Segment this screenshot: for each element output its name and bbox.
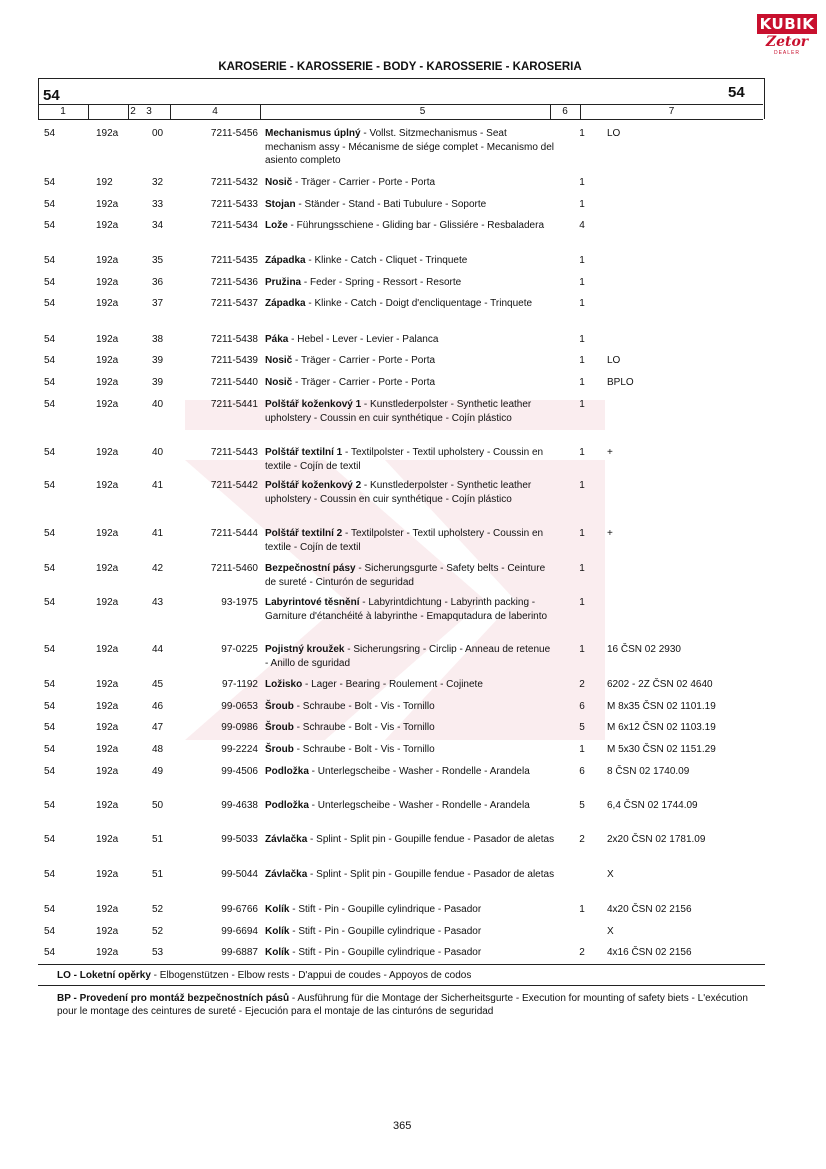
cell-description (265, 479, 555, 506)
cell-position: 51 (152, 869, 164, 880)
cell-position: 45 (152, 679, 164, 690)
part-name-translations: - Träger - Carrier - Porte - Porta (292, 355, 436, 366)
cell-quantity: 1 (579, 399, 585, 410)
cell-position: 39 (152, 377, 164, 388)
cell-note: LO (607, 355, 621, 366)
cell-note: 4x20 ČSN 02 2156 (607, 904, 692, 915)
cell-description (265, 903, 555, 917)
cell-part-number: 99-6887 (221, 947, 258, 958)
cell-description (265, 297, 555, 311)
part-name-cz: Nosič (265, 177, 293, 188)
cell-part-number: 99-4506 (221, 766, 258, 777)
part-name-translations: - Träger - Carrier - Porte - Porta (292, 377, 436, 388)
cell-section: 54 (44, 220, 56, 231)
col-head-2: 2 (130, 106, 136, 117)
cell-description (265, 354, 555, 368)
part-name-translations: - Schraube - Bolt - Vis - Tornillo (293, 722, 435, 733)
cell-part-number: 7211-5434 (210, 220, 258, 231)
cell-position: 37 (152, 298, 164, 309)
part-name-cz: Kolík (265, 926, 290, 937)
cell-quantity: 1 (579, 644, 585, 655)
cell-note: + (607, 528, 613, 539)
cell-position: 51 (152, 834, 164, 845)
cell-quantity: 2 (579, 834, 585, 845)
cell-description (265, 562, 555, 589)
cell-description (265, 833, 555, 847)
part-name-translations: - Sicherungsring - Circlip - Anneau de retenue - Anillo de sguridad (265, 644, 551, 669)
part-name-cz: Stojan (265, 199, 296, 210)
cell-figure: 192a (96, 480, 119, 491)
part-name-translations: - Sicherungsgurte - Safety belts - Ceinture de sureté - Cinturón de seguridad (265, 563, 546, 588)
cell-quantity: 1 (579, 355, 585, 366)
cell-section: 54 (44, 377, 56, 388)
cell-quantity: 1 (579, 744, 585, 755)
cell-position: 33 (152, 199, 164, 210)
cell-note: 2x20 ČSN 02 1781.09 (607, 834, 706, 845)
cell-figure: 192a (96, 255, 119, 266)
cell-section: 54 (44, 722, 56, 733)
cell-section: 54 (44, 597, 56, 608)
part-name-cz: Závlačka (265, 834, 308, 845)
cell-figure: 192a (96, 355, 119, 366)
cell-part-number: 7211-5456 (210, 128, 258, 139)
cell-figure: 192a (96, 298, 119, 309)
cell-note: BPLO (607, 377, 634, 388)
cell-note: M 5x30 ČSN 02 1151.29 (607, 744, 716, 755)
cell-section: 54 (44, 701, 56, 712)
cell-position: 46 (152, 701, 164, 712)
cell-position: 39 (152, 355, 164, 366)
cell-quantity: 1 (579, 480, 585, 491)
cell-note: + (607, 447, 613, 458)
part-name-cz: Šroub (265, 701, 294, 712)
cell-position: 52 (152, 904, 164, 915)
cell-part-number: 7211-5460 (210, 563, 258, 574)
cell-position: 43 (152, 597, 164, 608)
cell-position: 35 (152, 255, 164, 266)
cell-part-number: 7211-5442 (210, 480, 258, 491)
part-name-translations: - Unterlegscheibe - Washer - Rondelle - Arandela (308, 800, 530, 811)
cell-description (265, 276, 555, 290)
table-bottom-rule (38, 964, 765, 965)
legend-lo-label: LO - Loketní opěrky (57, 970, 151, 981)
cell-figure: 192a (96, 644, 119, 655)
cell-figure: 192a (96, 947, 119, 958)
cell-note: M 8x35 ČSN 02 1101.19 (607, 701, 716, 712)
part-name-cz: Západka (265, 298, 306, 309)
cell-quantity: 5 (579, 800, 585, 811)
part-name-translations: - Feder - Spring - Ressort - Resorte (301, 277, 462, 288)
cell-quantity: 6 (579, 766, 585, 777)
cell-figure: 192a (96, 399, 119, 410)
cell-note: 8 ČSN 02 1740.09 (607, 766, 690, 777)
logo-tag: DEALER (773, 50, 800, 56)
part-name-cz: Podložka (265, 800, 309, 811)
cell-note: 16 ČSN 02 2930 (607, 644, 681, 655)
part-name-cz: Kolík (265, 904, 290, 915)
cell-position: 47 (152, 722, 164, 733)
part-name-cz: Závlačka (265, 869, 308, 880)
cell-section: 54 (44, 447, 56, 458)
cell-quantity: 1 (579, 277, 585, 288)
part-name-cz: Podložka (265, 766, 309, 777)
part-name-translations: - Stift - Pin - Goupille cylindrique - Pasador (289, 926, 482, 937)
cell-part-number: 7211-5441 (210, 399, 258, 410)
cell-figure: 192a (96, 220, 119, 231)
cell-section: 54 (44, 926, 56, 937)
cell-section: 54 (44, 800, 56, 811)
part-name-translations: - Stift - Pin - Goupille cylindrique - Pasador (289, 904, 482, 915)
part-name-translations: - Kunstlederpolster - Synthetic leather upholstery - Coussin en cuir synthétique - Cojín plástico (265, 480, 532, 505)
cell-figure: 192a (96, 128, 119, 139)
cell-quantity: 1 (579, 177, 585, 188)
part-name-translations: - Ständer - Stand - Bati Tubulure - Soporte (295, 199, 487, 210)
part-name-cz: Šroub (265, 722, 294, 733)
cell-figure: 192a (96, 334, 119, 345)
cell-section: 54 (44, 947, 56, 958)
cell-section: 54 (44, 277, 56, 288)
part-name-cz: Pružina (265, 277, 302, 288)
cell-section: 54 (44, 744, 56, 755)
cell-quantity: 1 (579, 447, 585, 458)
section-number-left: 54 (43, 87, 60, 104)
cell-part-number: 7211-5439 (210, 355, 258, 366)
cell-description (265, 376, 555, 390)
part-name-translations: - Splint - Split pin - Goupille fendue - Pasador de aletas (307, 834, 555, 845)
cell-section: 54 (44, 528, 56, 539)
part-name-translations: - Kunstlederpolster - Synthetic leather upholstery - Coussin en cuir synthétique - Cojín plástico (265, 399, 532, 424)
part-name-translations: - Klinke - Catch - Cliquet - Trinquete (305, 255, 468, 266)
cell-figure: 192a (96, 199, 119, 210)
logo-sub: Zetor (765, 34, 809, 50)
legend-bp-text: - Ausführung für die Montage der Sicherheitsgurte - Execution for mounting of safety biets - L'exécution pour le montage des ceintures de sureté - Ejecución para el montaje de las cinturóns de seguridad (57, 993, 748, 1017)
cell-part-number: 7211-5432 (210, 177, 258, 188)
cell-position: 34 (152, 220, 164, 231)
cell-section: 54 (44, 334, 56, 345)
cell-quantity: 4 (579, 220, 585, 231)
cell-position: 38 (152, 334, 164, 345)
cell-quantity: 1 (579, 255, 585, 266)
cell-position: 53 (152, 947, 164, 958)
cell-quantity: 1 (579, 199, 585, 210)
cell-section: 54 (44, 679, 56, 690)
cell-section: 54 (44, 834, 56, 845)
part-name-cz: Páka (265, 334, 289, 345)
cell-figure: 192a (96, 597, 119, 608)
cell-part-number: 99-6766 (221, 904, 258, 915)
cell-description (265, 219, 555, 233)
cell-quantity: 1 (579, 334, 585, 345)
cell-quantity: 1 (579, 128, 585, 139)
legend-rule (38, 985, 765, 986)
cell-description (265, 678, 555, 692)
cell-part-number: 99-4638 (221, 800, 258, 811)
cell-part-number: 7211-5437 (210, 298, 258, 309)
cell-description (265, 868, 555, 882)
cell-section: 54 (44, 904, 56, 915)
cell-figure: 192a (96, 679, 119, 690)
part-name-translations: - Klinke - Catch - Doigt d'encliquentage - Trinquete (305, 298, 533, 309)
cell-part-number: 99-6694 (221, 926, 258, 937)
cell-description (265, 946, 555, 960)
cell-description (265, 527, 555, 554)
cell-part-number: 7211-5438 (210, 334, 258, 345)
part-name-translations: - Labyrintdichtung - Labyrinth packing - Garniture d'étanchéité à labyrinthe - Emapqutadura de laberinto (265, 597, 548, 622)
cell-quantity: 1 (579, 377, 585, 388)
cell-note: LO (607, 128, 621, 139)
cell-figure: 192a (96, 926, 119, 937)
cell-section: 54 (44, 869, 56, 880)
cell-figure: 192a (96, 744, 119, 755)
cell-description (265, 596, 555, 623)
cell-note: 4x16 ČSN 02 2156 (607, 947, 692, 958)
part-name-translations: - Führungsschiene - Gliding bar - Glissiére - Resbaladera (287, 220, 545, 231)
cell-position: 52 (152, 926, 164, 937)
cell-position: 49 (152, 766, 164, 777)
cell-description (265, 799, 555, 813)
cell-note: M 6x12 ČSN 02 1103.19 (607, 722, 716, 733)
legend-lo (57, 969, 757, 982)
cell-section: 54 (44, 480, 56, 491)
cell-figure: 192a (96, 447, 119, 458)
cell-part-number: 99-0653 (221, 701, 258, 712)
part-name-cz: Ložisko (265, 679, 303, 690)
part-name-cz: Mechanismus úplný (265, 128, 361, 139)
cell-figure: 192a (96, 834, 119, 845)
cell-position: 40 (152, 447, 164, 458)
cell-figure: 192a (96, 722, 119, 733)
part-name-cz: Bezpečnostní pásy (265, 563, 356, 574)
cell-position: 41 (152, 480, 164, 491)
page-title: KAROSERIE - KAROSSERIE - BODY - KAROSSERIE - KAROSERIA (218, 61, 582, 73)
part-name-cz: Šroub (265, 744, 294, 755)
cell-quantity: 1 (579, 904, 585, 915)
cell-description (265, 446, 555, 473)
col-head-6: 6 (562, 106, 568, 117)
part-name-translations: - Stift - Pin - Goupille cylindrique - Pasador (289, 947, 482, 958)
cell-description (265, 721, 555, 735)
cell-description (265, 398, 555, 425)
cell-description (265, 176, 555, 190)
cell-quantity: 1 (579, 597, 585, 608)
cell-section: 54 (44, 355, 56, 366)
cell-quantity: 1 (579, 563, 585, 574)
part-name-cz: Polštář textilní 1 (265, 447, 343, 458)
cell-part-number: 97-0225 (221, 644, 258, 655)
col-head-4: 4 (212, 106, 218, 117)
col-head-7: 7 (668, 106, 675, 117)
cell-note: 6202 - 2Z ČSN 02 4640 (607, 679, 713, 690)
cell-note: X (607, 869, 614, 880)
cell-description (265, 925, 555, 939)
part-name-translations: - Splint - Split pin - Goupille fendue - Pasador de aletas (307, 869, 555, 880)
part-name-cz: Nosič (265, 355, 293, 366)
cell-part-number: 93-1975 (221, 597, 258, 608)
cell-note: X (607, 926, 614, 937)
cell-description (265, 127, 555, 168)
cell-position: 32 (152, 177, 164, 188)
part-name-translations: - Textilpolster - Textil upholstery - Coussin en textile - Cojín de textil (265, 528, 544, 553)
cell-part-number: 7211-5436 (210, 277, 258, 288)
cell-section: 54 (44, 298, 56, 309)
cell-part-number: 7211-5435 (210, 255, 258, 266)
cell-section: 54 (44, 177, 56, 188)
cell-section: 54 (44, 128, 56, 139)
cell-part-number: 99-0986 (221, 722, 258, 733)
cell-quantity: 1 (579, 298, 585, 309)
cell-description (265, 643, 555, 670)
cell-position: 36 (152, 277, 164, 288)
cell-part-number: 99-5033 (221, 834, 258, 845)
cell-section: 54 (44, 255, 56, 266)
part-name-cz: Polštář koženkový 2 (265, 480, 362, 491)
part-name-translations: - Hebel - Lever - Levier - Palanca (288, 334, 439, 345)
col-head-1: 1 (60, 106, 66, 117)
cell-description (265, 198, 555, 212)
cell-description (265, 743, 555, 757)
cell-description (265, 700, 555, 714)
page-number: 365 (393, 1120, 412, 1132)
cell-section: 54 (44, 766, 56, 777)
cell-part-number: 7211-5444 (210, 528, 258, 539)
cell-figure: 192a (96, 766, 119, 777)
column-header-row (38, 104, 763, 120)
cell-figure: 192a (96, 869, 119, 880)
part-name-cz: Lože (265, 220, 288, 231)
cell-section: 54 (44, 199, 56, 210)
part-name-cz: Západka (265, 255, 306, 266)
cell-quantity: 5 (579, 722, 585, 733)
cell-description (265, 333, 555, 347)
col-head-5: 5 (419, 106, 426, 117)
cell-figure: 192a (96, 528, 119, 539)
cell-figure: 192a (96, 904, 119, 915)
cell-figure: 192a (96, 277, 119, 288)
cell-section: 54 (44, 644, 56, 655)
cell-part-number: 97-1192 (222, 679, 258, 690)
col-head-3: 3 (146, 106, 152, 117)
cell-position: 44 (152, 644, 164, 655)
part-name-cz: Labyrintové těsnění (265, 597, 360, 608)
cell-position: 48 (152, 744, 164, 755)
cell-position: 50 (152, 800, 164, 811)
part-name-translations: - Schraube - Bolt - Vis - Tornillo (293, 701, 435, 712)
cell-note: 6,4 ČSN 02 1744.09 (607, 800, 698, 811)
cell-figure: 192a (96, 701, 119, 712)
part-name-cz: Polštář koženkový 1 (265, 399, 362, 410)
cell-position: 00 (152, 128, 164, 139)
cell-quantity: 6 (579, 701, 585, 712)
cell-part-number: 99-5044 (221, 869, 258, 880)
cell-position: 42 (152, 563, 164, 574)
kubik-zetor-logo (757, 14, 817, 64)
cell-section: 54 (44, 399, 56, 410)
part-name-cz: Pojistný kroužek (265, 644, 345, 655)
part-name-translations: - Träger - Carrier - Porte - Porta (292, 177, 436, 188)
part-name-translations: - Vollst. Sitzmechanismus - Seat mechanism assy - Mécanisme de siége complet - Mecanismo del asiento completo (265, 128, 554, 166)
part-name-translations: - Lager - Bearing - Roulement - Cojinete (302, 679, 483, 690)
logo-brand: KUBIK (757, 14, 817, 34)
part-name-cz: Polštář textilní 2 (265, 528, 343, 539)
cell-quantity: 2 (579, 679, 585, 690)
cell-position: 41 (152, 528, 164, 539)
part-name-translations: - Unterlegscheibe - Washer - Rondelle - Arandela (308, 766, 530, 777)
part-name-translations: - Schraube - Bolt - Vis - Tornillo (293, 744, 435, 755)
cell-quantity: 2 (579, 947, 585, 958)
part-name-cz: Kolík (265, 947, 290, 958)
cell-section: 54 (44, 563, 56, 574)
part-name-translations: - Textilpolster - Textil upholstery - Coussin en textile - Cojín de textil (265, 447, 544, 472)
cell-description (265, 254, 555, 268)
cell-description (265, 765, 555, 779)
legend-bp (57, 992, 757, 1018)
cell-figure: 192a (96, 377, 119, 388)
legend-bp-label: BP - Provedení pro montáž bezpečnostních pásů (57, 993, 290, 1004)
part-name-cz: Nosič (265, 377, 293, 388)
cell-figure: 192a (96, 563, 119, 574)
cell-part-number: 99-2224 (221, 744, 258, 755)
section-number-right: 54 (728, 84, 745, 101)
cell-position: 40 (152, 399, 164, 410)
cell-part-number: 7211-5433 (210, 199, 258, 210)
cell-quantity: 1 (579, 528, 585, 539)
cell-part-number: 7211-5440 (210, 377, 258, 388)
legend-lo-text: - Elbogenstützen - Elbow rests - D'appui de coudes - Appoyos de codos (150, 970, 472, 981)
cell-figure: 192a (96, 800, 119, 811)
cell-part-number: 7211-5443 (210, 447, 258, 458)
cell-figure: 192 (96, 177, 113, 188)
